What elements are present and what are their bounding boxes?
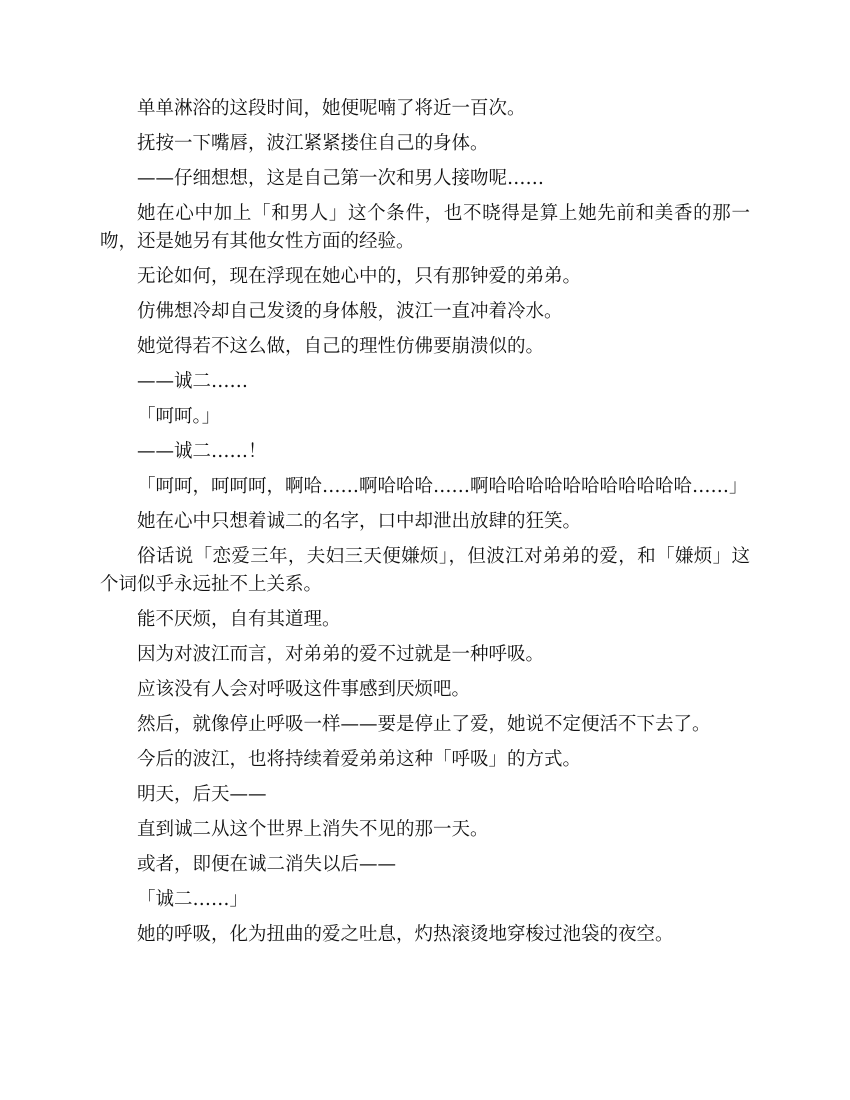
paragraph: 她在心中加上「和男人」这个条件，也不晓得是算上她先前和美香的那一吻，还是她另有其他女性方面的经验。 [100, 203, 750, 252]
paragraph: 然后，就像停止呼吸一样——要是停止了爱，她说不定便活不下去了。 [137, 714, 711, 735]
paragraph: 「诚二……」 [137, 889, 249, 910]
document-body [100, 95, 750, 956]
paragraph: 今后的波江，也将持续着爱弟弟这种「呼吸」的方式。 [137, 749, 582, 770]
paragraph: 直到诚二从这个世界上消失不见的那一天。 [137, 819, 489, 840]
paragraph: 她觉得若不这么做，自己的理性仿佛要崩溃似的。 [137, 336, 545, 357]
paragraph: 抚按一下嘴唇，波江紧紧搂住自己的身体。 [137, 133, 489, 154]
paragraph: ——仔细想想，这是自己第一次和男人接吻呢…… [137, 168, 545, 189]
paragraph: ——诚二…… [137, 371, 249, 392]
paragraph: 「呵呵，呵呵呵，啊哈……啊哈哈哈……啊哈哈哈哈哈哈哈哈哈哈哈……」 [137, 476, 748, 497]
paragraph: 她在心中只想着诚二的名字，口中却泄出放肆的狂笑。 [137, 511, 582, 532]
paragraph: 能不厌烦，自有其道理。 [137, 609, 341, 630]
paragraph: ——诚二……！ [137, 441, 267, 462]
paragraph: 明天，后天—— [137, 784, 267, 805]
paragraph: 单单淋浴的这段时间，她便呢喃了将近一百次。 [137, 98, 526, 119]
paragraph: 「呵呵。」 [137, 406, 221, 427]
paragraph: 应该没有人会对呼吸这件事感到厌烦吧。 [137, 679, 471, 700]
paragraph: 无论如何，现在浮现在她心中的，只有那钟爱的弟弟。 [137, 266, 582, 287]
paragraph: 仿佛想冷却自己发烫的身体般，波江一直冲着冷水。 [137, 301, 563, 322]
paragraph: 因为对波江而言，对弟弟的爱不过就是一种呼吸。 [137, 644, 545, 665]
paragraph: 俗话说「恋爱三年，夫妇三天便嫌烦」，但波江对弟弟的爱，和「嫌烦」这个词似乎永远扯不上关系。 [100, 546, 750, 595]
paragraph: 或者，即便在诚二消失以后—— [137, 854, 397, 875]
paragraph: 她的呼吸，化为扭曲的爱之吐息，灼热滚烫地穿梭过池袋的夜空。 [137, 924, 674, 945]
